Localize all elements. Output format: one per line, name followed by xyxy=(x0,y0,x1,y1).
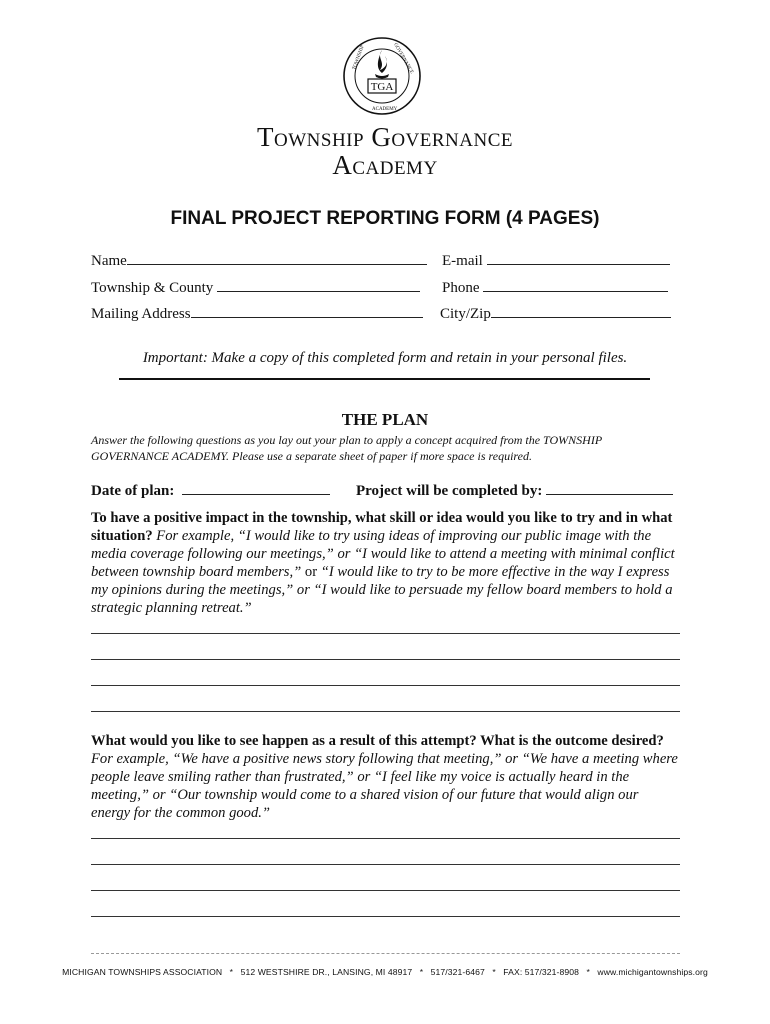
city-zip-label: City/Zip xyxy=(440,306,491,322)
academy-name-line1 xyxy=(0,122,770,153)
academy-name-text2: Academy xyxy=(332,150,438,180)
question-1-answer-line[interactable] xyxy=(91,659,680,660)
form-title: FINAL PROJECT REPORTING FORM (4 PAGES) xyxy=(170,208,600,229)
question-2-answer-line[interactable] xyxy=(91,890,680,891)
question-2 xyxy=(91,732,681,822)
phone-label: Phone xyxy=(442,280,480,296)
email-blank[interactable] xyxy=(487,250,670,265)
date-of-plan-label: Date of plan: xyxy=(91,483,175,499)
academy-name-line2 xyxy=(0,150,770,181)
phone-field[interactable] xyxy=(442,277,668,297)
mailing-address-blank[interactable] xyxy=(191,303,423,318)
question-2-answer-line[interactable] xyxy=(91,916,680,917)
seal-ring-bottom-text: ACADEMY xyxy=(372,107,398,112)
date-of-plan-blank[interactable] xyxy=(182,480,330,495)
seal-ring-right-text: GOVERNANCE xyxy=(392,42,414,75)
township-county-blank[interactable] xyxy=(217,277,420,292)
seal-ring-left-text: TOWNSHIP xyxy=(352,44,366,71)
date-of-plan-field[interactable] xyxy=(91,480,330,500)
question-2-answer-line[interactable] xyxy=(91,864,680,865)
name-label: Name xyxy=(91,253,127,269)
question-1-example-a: For example, “I would like to try using ideas of improving our public image with the media coverage following our meetings,” or “I would like to attend a meeting with minimal conflict between township board members,” xyxy=(91,528,675,580)
plan-heading: THE PLAN xyxy=(341,410,429,429)
question-2-prompt: What would you like to see happen as a result of this attempt? What is the outcome desired? xyxy=(91,733,664,749)
name-field[interactable] xyxy=(91,250,427,270)
city-zip-blank[interactable] xyxy=(491,303,671,318)
township-county-label: Township & County xyxy=(91,280,214,296)
township-county-field[interactable] xyxy=(91,277,420,297)
question-1-prompt: To have a positive impact in the township, what skill or idea would you like to try and in what situation? xyxy=(91,510,673,544)
question-2-answer-line[interactable] xyxy=(91,838,680,839)
important-note: Important: Make a copy of this completed form and retain in your personal files. xyxy=(142,350,628,366)
important-divider xyxy=(119,378,650,380)
phone-blank[interactable] xyxy=(483,277,668,292)
seal-initials: TGA xyxy=(370,81,394,93)
academy-seal-logo xyxy=(342,36,422,116)
question-1 xyxy=(91,509,681,617)
email-label: E-mail xyxy=(442,253,483,269)
footer-contact-info: MICHIGAN TOWNSHIPS ASSOCIATION * 512 WESTSHIRE DR., LANSING, MI 48917 * 517/321-6467 * FAX: 517/321-8908 * www.michigantownships.org xyxy=(62,967,708,977)
name-blank[interactable] xyxy=(127,250,427,265)
completion-date-label: Project will be completed by: xyxy=(356,483,543,499)
question-2-example: For example, “We have a positive news story following that meeting,” or “We have a meeting where people leave smiling rather than frustrated,” or “I feel like my voice is actually heard in the meeting,” or “Our township would come to a shared vision of our future that would align our energy for the common good.” xyxy=(91,751,678,821)
academy-name-text1: Township Governance xyxy=(257,122,513,152)
email-field[interactable] xyxy=(442,250,670,270)
mailing-address-field[interactable] xyxy=(91,303,423,323)
footer-divider xyxy=(91,953,680,954)
plan-instructions: Answer the following questions as you lay out your plan to apply a concept acquired from the TOWNSHIP GOVERNANCE ACADEMY. Please use a separate sheet of paper if more space is required. xyxy=(91,433,602,463)
question-1-example-b: “I would like to try to be more effective in the way I express my opinions during the meetings,” or “I would like to persuade my fellow board members to hold a strategic planning retreat.” xyxy=(91,564,673,616)
city-zip-field[interactable] xyxy=(440,303,671,323)
question-1-answer-line[interactable] xyxy=(91,633,680,634)
question-1-connector: or xyxy=(304,564,318,580)
mailing-address-label: Mailing Address xyxy=(91,306,191,322)
completion-date-field[interactable] xyxy=(356,480,673,500)
completion-date-blank[interactable] xyxy=(546,480,673,495)
question-1-answer-line[interactable] xyxy=(91,711,680,712)
question-1-answer-line[interactable] xyxy=(91,685,680,686)
